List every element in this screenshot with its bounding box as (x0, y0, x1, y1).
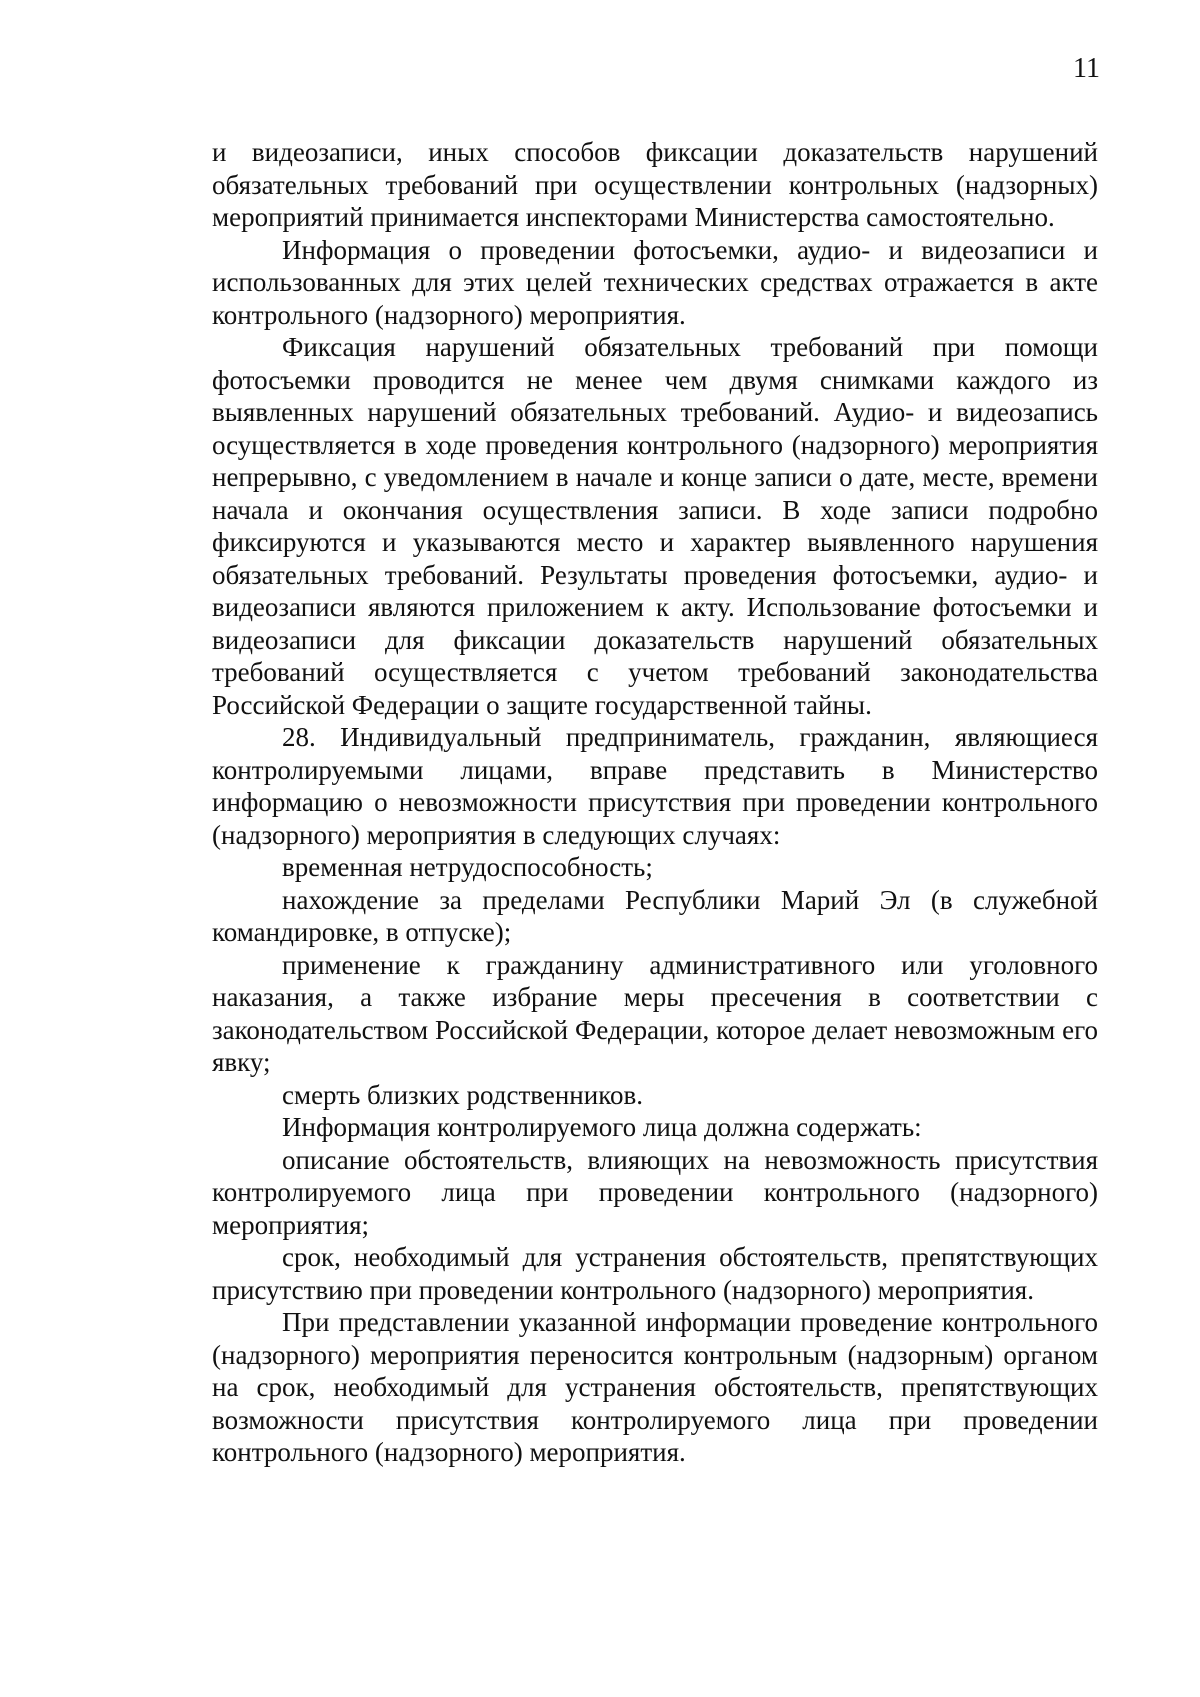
list-item-punishment: применение к гражданину административного или уголовного наказания, а также избрание меры пресечения в соответствии с законодательством Российской Федерации, которое делает невозможным его явку; (212, 949, 1098, 1077)
paragraph-postponement: При представлении указанной информации проведение контрольного (надзорного) мероприятия переносится контрольным (надзорным) органом на срок, необходимый для устранения обстоятельств, препятствующих возможности присутствия контролируемого лица при проведении контрольного (надзорного) мероприятия. (212, 1307, 1098, 1467)
paragraph-continuation: и видеозаписи, иных способов фиксации доказательств нарушений обязательных требований при осуществлении контрольных (надзорных) мероприятий принимается инспекторами Министерства самостоятельно. (212, 137, 1098, 232)
document-body (212, 136, 1098, 1469)
paragraph-fixation-rules: Фиксация нарушений обязательных требований при помощи фотосъемки проводится не менее чем двумя снимками каждого из выявленных нарушений обязательных требований. Аудио- и видеозапись осуществляется в ходе проведения контрольного (надзорного) мероприятия непрерывно, с уведомлением в начале и конце записи о дате, месте, времени начала и окончания осуществления записи. В ходе записи подробно фиксируются и указываются место и характер выявленного нарушения обязательных требований. Результаты проведения фотосъемки, аудио- и видеозаписи являются приложением к акту. Использование фотосъемки и видеозаписи для фиксации доказательств нарушений обязательных требований осуществляется с учетом требований законодательства Российской Федерации о защите государственной тайны. (212, 332, 1098, 720)
list-item-term: срок, необходимый для устранения обстоятельств, препятствующих присутствию при проведении контрольного (надзорного) мероприятия. (212, 1242, 1098, 1305)
list-item-circumstances: описание обстоятельств, влияющих на невозможность присутствия контролируемого лица при проведении контрольного (надзорного) мероприятия; (212, 1144, 1098, 1240)
list-item-absence: нахождение за пределами Республики Марий Эл (в служебной командировке, в отпуске); (212, 884, 1098, 947)
paragraph-clause-28: 28. Индивидуальный предприниматель, гражданин, являющиеся контролируемыми лицами, вправе представить в Министерство информацию о невозможности присутствия при проведении контрольного (надзорного) мероприятия в следующих случаях: (212, 722, 1098, 850)
page-number: 11 (1073, 53, 1100, 84)
list-item-bereavement: смерть близких родственников. (282, 1079, 643, 1110)
paragraph-info-recording: Информация о проведении фотосъемки, аудио- и видеозаписи и использованных для этих целей технических средствах отражается в акте контрольного (надзорного) мероприятия. (212, 234, 1098, 330)
paragraph-info-contents: Информация контролируемого лица должна содержать: (282, 1112, 922, 1142)
list-item-disability: временная нетрудоспособность; (282, 852, 653, 882)
